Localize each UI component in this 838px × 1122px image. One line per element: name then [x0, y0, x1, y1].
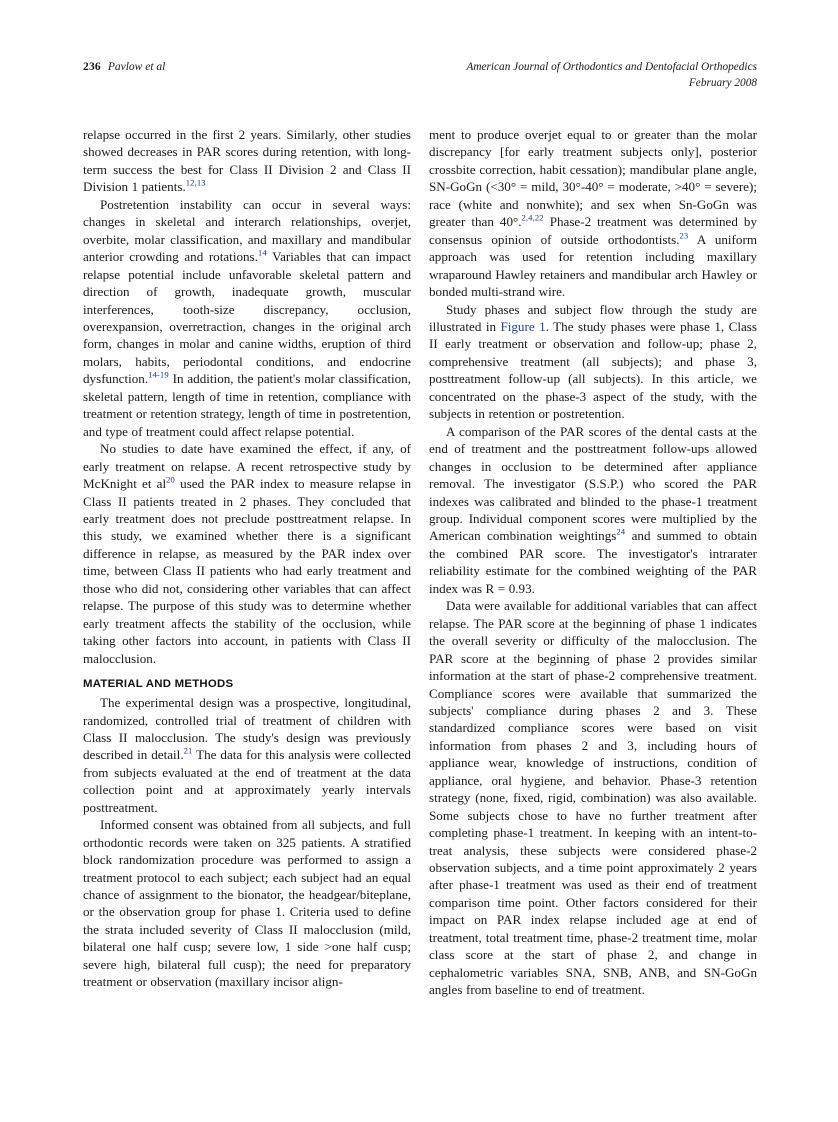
page-number: 236: [83, 61, 101, 73]
paragraph: Informed consent was obtained from all subjects, and full orthodontic records were taken on 325 patients. A stratified block randomization procedure was performed to assign a treatment protocol to each subject; each subject had an equal chance of assignment to the bionator, the headgear/biteplane, or the observation group for phase 1. Criteria used to define the strata included severity of Class II malocclusion (mild, bilateral one half cusp; severe low, 1 side >one half cusp; severe high, bilateral full cusp); the need for preparatory treatment or observation (maxillary incisor align-: [83, 817, 411, 990]
column-left: [83, 126, 411, 991]
running-head-authors: Pavlow et al: [107, 61, 166, 73]
citation-reference[interactable]: 23: [679, 230, 689, 241]
citation-reference[interactable]: 2,4,22: [521, 212, 544, 223]
left-column-paragraphs-after-heading: [83, 694, 411, 991]
paragraph: A comparison of the PAR scores of the dental casts at the end of treatment and the posttreatment follow-ups allowed changes in occlusion to be determined after appliance removal. The investigator (S.S.P.) who scored the PAR indexes was calibrated and blinded to the phase-1 treatment group. Individual component scores were multiplied by the American combination weightings$^{24}$ and summed to obtain the combined PAR score. The investigator's intrarater reliability estimate for the combined weighting of the PAR index was R = 0.93.: [429, 423, 757, 596]
citation-reference[interactable]: 20: [166, 474, 175, 485]
running-head-left: [83, 60, 165, 74]
citation-reference[interactable]: 14: [257, 247, 267, 258]
paragraph: relapse occurred in the first 2 years. Similarly, other studies showed decreases in PAR scores during retention, with long-term success the best for Class II Division 2 and Class II Division 1 patients.$^{12,13}$: [83, 127, 411, 195]
citation-reference[interactable]: 12,13: [185, 178, 206, 188]
paragraph: Study phases and subject flow through the study are illustrated in Figure 1. The study phases were phase 1, Class II early treatment or observation and follow-up; phase 2, comprehensive treatment (all subjects); and phase 3, posttreatment follow-up (all subjects). In this article, we concentrated on the phase-3 aspect of the study, with the subjects in retention or postretention.: [429, 301, 757, 422]
citation-reference[interactable]: 14-19: [148, 369, 169, 380]
running-head: [83, 60, 757, 100]
paragraph: Postretention instability can occur in several ways: changes in skeletal and interarch relationships, overjet, overbite, molar classification, and maxillary and mandibular anterior crowding and rotations.$^{14}$ Variables that can impact relapse potential include unfavorable skeletal pattern and direction of growth, inadequate growth, muscular interferences, tooth-size discrepancy, occlusion, overexpansion, overretraction, changes in the original arch form, changes in molar and canine widths, eruption of third molars, habits, periodontal conditions, and endocrine dysfunction.$^{14-19}$ In addition, the patient's molar classification, skeletal pattern, length of time in retention, compliance with treatment or retention strategy, length of time in postretention, and type of treatment could affect relapse potential.: [83, 196, 411, 439]
column-right: [429, 126, 757, 999]
paragraph: No studies to date have examined the effect, if any, of early treatment on relapse. A recent retrospective study by McKnight et al$^{20}$ used the PAR index to measure relapse in Class II patients treated in 2 phases. They concluded that early treatment does not preclude posttreatment relapse. In this study, we examined whether there is a significant difference in relapse, as measured by the PAR index over time, between Class II patients who had early treatment and those who did not, considering other variables that can affect relapse. The purpose of this study was to determine whether early treatment affects the stability of the occlusion, while taking other factors into account, in patients with Class II malocclusion.: [83, 441, 412, 666]
running-head-right: [466, 60, 757, 91]
issue-date: February 2008: [688, 76, 757, 89]
journal-title: American Journal of Orthodontics and Dentofacial Orthopedics: [466, 61, 757, 73]
paragraph: ment to produce overjet equal to or greater than the molar discrepancy [for early treatment subjects only], posterior crossbite correction, habit cessation); mandibular plane angle, SN-GoGn (<30° = mild, 30°-40° = moderate, >40° = severe); race (white and nonwhite); and sex when Sn-GoGn was greater than 40°.$^{2,4,22}$ Phase-2 treatment was determined by consensus opinion of outside orthodontists.$^{23}$ A uniform approach was used for retention including maxillary wraparound Hawley retainers and mandibular arch Hawley or bonded multi-strand wire.: [429, 127, 757, 300]
left-column-paragraphs: [83, 126, 411, 667]
paragraph: Data were available for additional variables that can affect relapse. The PAR score at the beginning of phase 1 indicates the overall severity or difficulty of the malocclusion. The PAR score at the beginning of phase 2 provides similar information at the start of phase-2 comprehensive treatment. Compliance scores were available that summarized the subjects' compliance during phases 2 and 3. These standardized compliance scores were based on visit information from phases 2 and 3, including hours of appliance wear, knowledge of instructions, condition of appliance, oral hygiene, and behavior. Phase-3 retention strategy (none, fixed, rigid, combination) was also available. Some subjects chose to have no further treatment after completing phase-1 treatment. In keeping with an intent-to-treat analysis, these subjects were considered phase-2 observation subjects, and a time point approximately 2 years after phase-1 treatment was used as their end of treatment comparison time point. Other factors considered for their impact on PAR index relapse included age at end of treatment, total treatment time, phase-2 treatment time, molar class score at the start of phase 2, and change in cephalometric variables SNA, SNB, ANB, and SN-GoGn angles from baseline to end of treatment.: [429, 598, 757, 998]
section-heading-material-and-methods: MATERIAL AND METHODS: [83, 677, 234, 690]
right-column-paragraphs: [429, 126, 757, 999]
citation-reference[interactable]: 24: [616, 527, 626, 538]
paragraph: The experimental design was a prospective, longitudinal, randomized, controlled trial of treatment of children with Class II malocclusion. The study's design was previously described in detail.$^{21}$ The data for this analysis were collected from subjects evaluated at the end of treatment at the data collection point and at approximately yearly intervals posttreatment.: [83, 695, 411, 815]
figure-link[interactable]: Figure 1: [500, 318, 546, 334]
citation-reference[interactable]: 21: [183, 746, 193, 757]
